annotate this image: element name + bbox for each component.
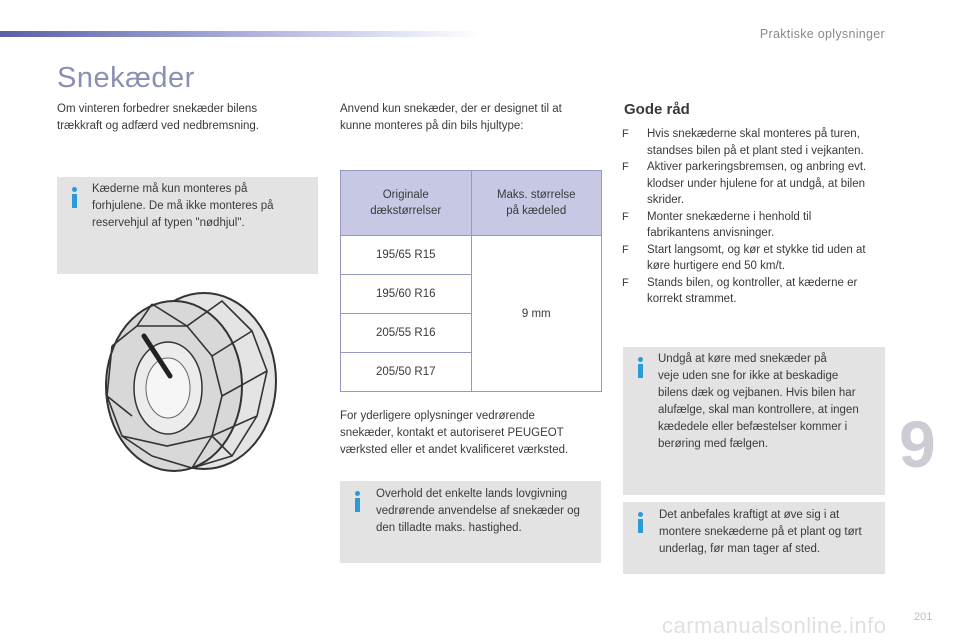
intro-line: trækkraft og adfærd ved nedbremsning. xyxy=(57,120,259,132)
info-icon xyxy=(637,512,645,534)
watermark: carmanualsonline.info xyxy=(662,613,887,638)
info-box-avoid-snowless-roads xyxy=(623,347,885,495)
table-cell-tyre-size: 205/55 R16 xyxy=(341,314,472,353)
middle-intro-paragraph: Anvend kun snekæder, der er designet til at kunne monteres på din bils hjultype: xyxy=(340,103,562,132)
table-cell-tyre-size: 195/60 R16 xyxy=(341,275,472,314)
bullet-icon: F xyxy=(622,276,629,289)
table-header-original-sizes: Originale dækstørrelser xyxy=(341,171,472,236)
list-item: F Monter snekæderne i henhold til fabrikantens anvisninger. xyxy=(622,210,812,239)
middle-footer-paragraph: For yderligere oplysninger vedrørende snekæder, kontakt et autoriseret PEUGEOT værksted eller et andet kvalificeret værksted. xyxy=(340,410,569,456)
page-title: Snekæder xyxy=(57,62,195,94)
intro-paragraph xyxy=(57,101,259,135)
list-item: F Hvis snekæderne skal monteres på turen, standses bilen på et plant sted i vejkanten. xyxy=(622,128,864,157)
advice-list xyxy=(622,126,888,308)
info-box-front-wheels xyxy=(57,177,318,274)
table-row xyxy=(341,236,602,275)
info-text: Det anbefales kraftigt at øve sig i at montere snekæderne på et plant og tørt underlag, før man tager af sted. xyxy=(659,509,862,555)
list-item: F Aktiver parkeringsbremsen, og anbring evt. klodser under hjulene for at undgå, at bilen skrider. xyxy=(622,161,867,206)
intro-line: Om vinteren forbedrer snekæder bilens xyxy=(57,103,258,115)
info-box-practice xyxy=(623,502,885,574)
info-icon xyxy=(71,187,79,209)
bullet-icon: F xyxy=(622,128,629,140)
page-number: 201 xyxy=(914,611,933,623)
header-accent-bar xyxy=(0,31,480,37)
snow-chain-tyre-illustration xyxy=(92,286,282,476)
chapter-number: 9 xyxy=(899,407,936,481)
bullet-icon: F xyxy=(622,243,629,256)
info-icon xyxy=(354,491,362,513)
bullet-icon: F xyxy=(622,210,629,223)
info-text: Undgå at køre med snekæder på veje uden sne for ikke at beskadige bilens dæk og vejbanen. Hvis bilen har alufælge, skal man kontrollere, at ingen kædedele eller befæstelser kommer i berøring med fælgen. xyxy=(658,353,859,450)
table-header-max-link-size: Maks. størrelse på kædeled xyxy=(471,171,602,236)
bullet-icon: F xyxy=(622,161,629,173)
tyre-size-table xyxy=(340,170,602,392)
info-text: Overhold det enkelte lands lovgivning vedrørende anvendelse af snekæder og den tilladte maks. hastighed. xyxy=(376,488,580,534)
list-item: F Stands bilen, og kontroller, at kæderne er korrekt strammet. xyxy=(622,276,858,305)
table-cell-tyre-size: 205/50 R17 xyxy=(341,353,472,392)
table-header-row xyxy=(341,171,602,236)
list-item: F Start langsomt, og kør et stykke tid uden at køre hurtigere end 50 km/t. xyxy=(622,243,866,272)
table-cell-tyre-size: 195/65 R15 xyxy=(341,236,472,275)
table-cell-max-size: 9 mm xyxy=(471,236,602,392)
info-text: Kæderne må kun monteres på forhjulene. De må ikke monteres på reservehjul af typen "nødhjul". xyxy=(92,183,274,229)
section-label: Praktiske oplysninger xyxy=(759,27,885,41)
info-box-legislation xyxy=(340,481,601,563)
advice-heading: Gode råd xyxy=(624,101,690,118)
info-icon xyxy=(637,357,645,379)
